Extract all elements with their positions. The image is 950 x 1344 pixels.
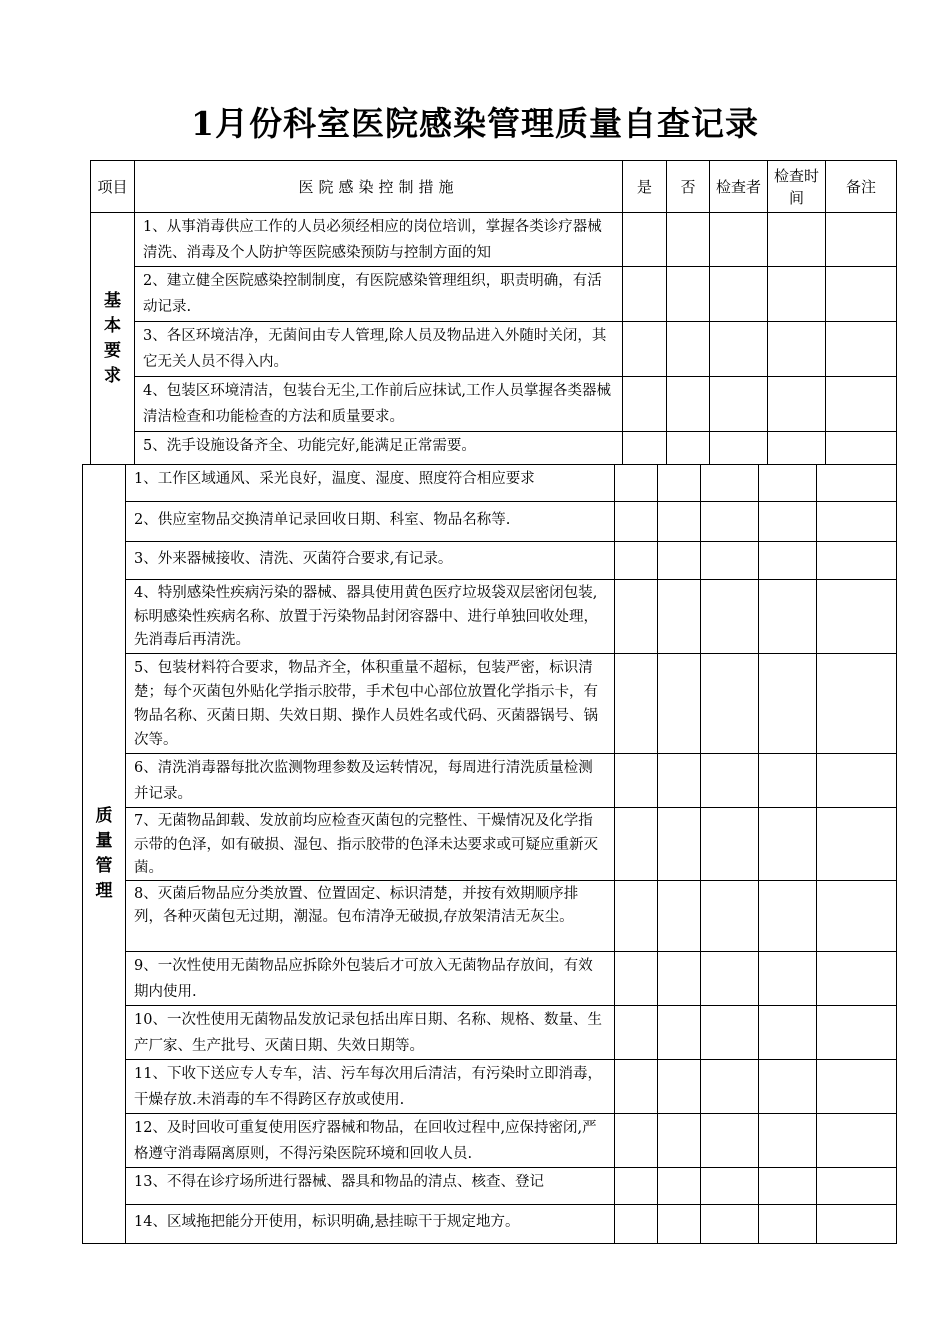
table-row (83, 654, 897, 754)
table-row (83, 1060, 897, 1114)
no-cell[interactable] (658, 1168, 701, 1205)
item-text: 5、洗手设施设备齐全、功能完好,能满足正常需要。 (135, 432, 623, 465)
remarks-cell[interactable] (817, 1205, 897, 1244)
remarks-cell[interactable] (817, 542, 897, 580)
yes-cell[interactable] (615, 502, 658, 542)
header-no: 否 (667, 161, 710, 213)
inspector-cell[interactable] (701, 502, 759, 542)
check-time-cell[interactable] (759, 881, 817, 952)
inspector-cell[interactable] (701, 465, 759, 502)
inspector-cell[interactable] (701, 754, 759, 808)
remarks-cell[interactable] (817, 654, 897, 754)
yes-cell[interactable] (615, 1060, 658, 1114)
remarks-cell[interactable] (817, 881, 897, 952)
check-time-cell[interactable] (768, 377, 826, 432)
inspector-cell[interactable] (701, 1205, 759, 1244)
check-time-cell[interactable] (759, 1060, 817, 1114)
remarks-cell[interactable] (817, 1114, 897, 1168)
check-time-cell[interactable] (759, 654, 817, 754)
item-text: 6、清洗消毒器每批次监测物理参数及运转情况，每周进行清洗质量检测并记录。 (126, 754, 615, 808)
remarks-cell[interactable] (817, 754, 897, 808)
inspector-cell[interactable] (710, 322, 768, 377)
item-text: 3、各区环境洁净，无菌间由专人管理,除人员及物品进入外随时关闭，其它无关人员不得入内。 (135, 322, 623, 377)
no-cell[interactable] (658, 580, 701, 654)
section-label-basic: 基本要求 (91, 213, 135, 465)
yes-cell[interactable] (615, 1168, 658, 1205)
header-inspector: 检查者 (710, 161, 768, 213)
table-row (83, 754, 897, 808)
inspector-cell[interactable] (701, 1114, 759, 1168)
table-row (83, 465, 897, 502)
table-row (91, 432, 897, 465)
header-item: 项目 (91, 161, 135, 213)
yes-cell[interactable] (623, 322, 667, 377)
item-text: 3、外来器械接收、清洗、灭菌符合要求,有记录。 (126, 542, 615, 580)
no-cell[interactable] (667, 213, 710, 267)
check-time-cell[interactable] (759, 1114, 817, 1168)
check-time-cell[interactable] (759, 542, 817, 580)
no-cell[interactable] (658, 952, 701, 1006)
check-time-cell[interactable] (759, 952, 817, 1006)
no-cell[interactable] (658, 808, 701, 881)
remarks-cell[interactable] (817, 502, 897, 542)
no-cell[interactable] (658, 654, 701, 754)
inspector-cell[interactable] (710, 432, 768, 465)
item-text: 1、从事消毒供应工作的人员必须经相应的岗位培训，掌握各类诊疗器械清洗、消毒及个人防护等医院感染预防与控制方面的知 (135, 213, 623, 267)
table-row (91, 322, 897, 377)
inspector-cell[interactable] (701, 1006, 759, 1060)
check-time-cell[interactable] (768, 432, 826, 465)
table-row (91, 213, 897, 267)
no-cell[interactable] (658, 1006, 701, 1060)
yes-cell[interactable] (615, 1006, 658, 1060)
check-time-cell[interactable] (759, 754, 817, 808)
item-text: 4、包装区环境清洁，包装台无尘,工作前后应抹试,工作人员掌握各类器械清洁检查和功能检查的方法和质量要求。 (135, 377, 623, 432)
item-text: 12、及时回收可重复使用医疗器械和物品，在回收过程中,应保持密闭,严格遵守消毒隔离原则，不得污染医院环境和回收人员. (126, 1114, 615, 1168)
check-time-cell[interactable] (768, 322, 826, 377)
header-yes: 是 (623, 161, 667, 213)
inspector-cell[interactable] (701, 580, 759, 654)
item-text: 11、下收下送应专人专车，洁、污车每次用后清洁，有污染时立即消毒，干燥存放.未消毒的车不得跨区存放或使用. (126, 1060, 615, 1114)
page-title: 1月份科室医院感染管理质量自查记录 (191, 104, 759, 143)
yes-cell[interactable] (615, 808, 658, 881)
item-text: 2、供应室物品交换清单记录回收日期、科室、物品名称等. (126, 502, 615, 542)
yes-cell[interactable] (615, 654, 658, 754)
remarks-cell[interactable] (817, 465, 897, 502)
remarks-cell[interactable] (817, 580, 897, 654)
remarks-cell[interactable] (817, 1006, 897, 1060)
table-row (83, 1168, 897, 1205)
remarks-cell[interactable] (817, 952, 897, 1006)
no-cell[interactable] (658, 502, 701, 542)
table-header-row (91, 161, 897, 213)
yes-cell[interactable] (615, 1205, 658, 1244)
remarks-cell[interactable] (826, 267, 897, 322)
inspector-cell[interactable] (701, 1168, 759, 1205)
item-text: 9、一次性使用无菌物品应拆除外包装后才可放入无菌物品存放间，有效期内使用. (126, 952, 615, 1006)
remarks-cell[interactable] (817, 808, 897, 881)
yes-cell[interactable] (623, 267, 667, 322)
table-row (83, 1114, 897, 1168)
inspector-cell[interactable] (710, 213, 768, 267)
yes-cell[interactable] (623, 377, 667, 432)
check-time-cell[interactable] (759, 808, 817, 881)
remarks-cell[interactable] (826, 322, 897, 377)
table-row (91, 377, 897, 432)
table-row (83, 1205, 897, 1244)
remarks-cell[interactable] (826, 377, 897, 432)
no-cell[interactable] (667, 432, 710, 465)
check-time-cell[interactable] (759, 502, 817, 542)
section-label-quality: 质量管理 (83, 465, 126, 1244)
remarks-cell[interactable] (826, 432, 897, 465)
no-cell[interactable] (658, 1205, 701, 1244)
remarks-cell[interactable] (817, 1060, 897, 1114)
yes-cell[interactable] (623, 432, 667, 465)
item-text: 7、无菌物品卸载、发放前均应检查灭菌包的完整性、干燥情况及化学指示带的色泽，如有破损、湿包、指示胶带的色泽未达要求或可疑应重新灭菌。 (126, 808, 615, 881)
table-row (83, 1006, 897, 1060)
inspector-cell[interactable] (701, 952, 759, 1006)
yes-cell[interactable] (623, 213, 667, 267)
yes-cell[interactable] (615, 881, 658, 952)
item-text: 1、工作区域通风、采光良好，温度、湿度、照度符合相应要求 (126, 465, 615, 502)
inspector-cell[interactable] (701, 1060, 759, 1114)
check-time-cell[interactable] (759, 1168, 817, 1205)
table-row (83, 580, 897, 654)
table-row (83, 808, 897, 881)
inspector-cell[interactable] (701, 808, 759, 881)
item-text: 2、建立健全医院感染控制制度，有医院感染管理组织，职责明确，有活动记录. (135, 267, 623, 322)
inspector-cell[interactable] (701, 542, 759, 580)
self-check-table-quality (82, 464, 897, 1244)
yes-cell[interactable] (615, 542, 658, 580)
no-cell[interactable] (658, 465, 701, 502)
check-time-cell[interactable] (759, 465, 817, 502)
self-check-table-basic (90, 160, 897, 465)
header-remarks: 备注 (826, 161, 897, 213)
no-cell[interactable] (658, 1114, 701, 1168)
yes-cell[interactable] (615, 465, 658, 502)
inspector-cell[interactable] (710, 377, 768, 432)
check-time-cell[interactable] (759, 1205, 817, 1244)
table-row (83, 881, 897, 952)
item-text: 10、一次性使用无菌物品发放记录包括出库日期、名称、规格、数量、生产厂家、生产批号、灭菌日期、失效日期等。 (126, 1006, 615, 1060)
no-cell[interactable] (658, 881, 701, 952)
table-row (83, 502, 897, 542)
item-text: 13、不得在诊疗场所进行器械、器具和物品的清点、核查、登记 (126, 1168, 615, 1205)
no-cell[interactable] (667, 322, 710, 377)
header-check-time: 检查时间 (768, 161, 826, 213)
yes-cell[interactable] (615, 952, 658, 1006)
check-time-cell[interactable] (759, 580, 817, 654)
yes-cell[interactable] (615, 754, 658, 808)
table-row (91, 267, 897, 322)
inspector-cell[interactable] (710, 267, 768, 322)
no-cell[interactable] (667, 377, 710, 432)
remarks-cell[interactable] (817, 1168, 897, 1205)
no-cell[interactable] (658, 754, 701, 808)
yes-cell[interactable] (615, 580, 658, 654)
inspector-cell[interactable] (701, 881, 759, 952)
item-text: 14、区域拖把能分开使用，标识明确,悬挂晾干于规定地方。 (126, 1205, 615, 1244)
check-time-cell[interactable] (768, 213, 826, 267)
yes-cell[interactable] (615, 1114, 658, 1168)
header-measures: 医院感染控制措施 (135, 161, 623, 213)
inspector-cell[interactable] (701, 654, 759, 754)
check-time-cell[interactable] (768, 267, 826, 322)
remarks-cell[interactable] (826, 213, 897, 267)
no-cell[interactable] (667, 267, 710, 322)
check-time-cell[interactable] (759, 1006, 817, 1060)
item-text: 4、特别感染性疾病污染的器械、器具使用黄色医疗垃圾袋双层密闭包装,标明感染性疾病名称、放置于污染物品封闭容器中、进行单独回收处理，先消毒后再清洗。 (126, 580, 615, 654)
item-text: 8、灭菌后物品应分类放置、位置固定、标识清楚，并按有效期顺序排列，各种灭菌包无过期，潮湿。包布清净无破损,存放架清洁无灰尘。 (126, 881, 615, 952)
no-cell[interactable] (658, 1060, 701, 1114)
item-text: 5、包装材料符合要求，物品齐全，体积重量不超标，包装严密，标识清楚；每个灭菌包外贴化学指示胶带，手术包中心部位放置化学指示卡，有物品名称、灭菌日期、失效日期、操作人员姓名或代码、灭菌器锅号、锅次等。 (126, 654, 615, 754)
table-row (83, 952, 897, 1006)
table-row (83, 542, 897, 580)
no-cell[interactable] (658, 542, 701, 580)
